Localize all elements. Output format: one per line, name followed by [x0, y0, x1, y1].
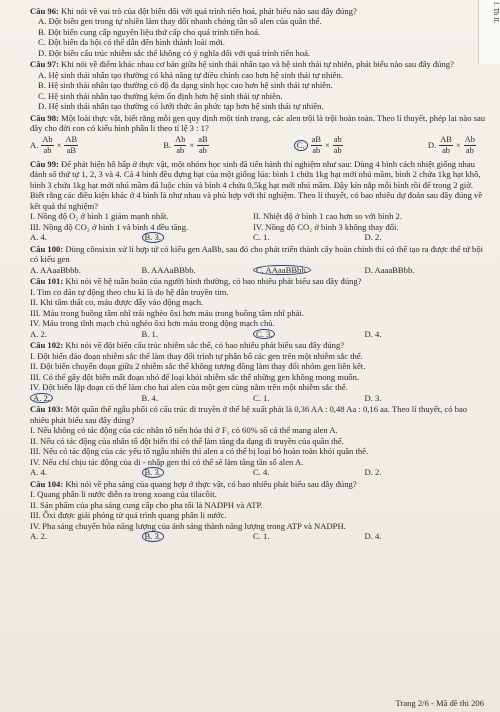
- genotype-fraction: $\frac{Ab}{ab}$: [464, 134, 475, 156]
- statement: II. Sản phẩm của pha sáng cung cấp cho pha tối là NADPH và ATP.: [30, 499, 263, 510]
- question-number: Câu 99:: [30, 158, 59, 169]
- question-99: [30, 159, 486, 243]
- statement: I. Quang phân li nước diễn ra trong xoang của tilacôit.: [30, 489, 217, 500]
- option-a: A. Đột biến gen trong tự nhiên làm thay đổi nhanh chóng tần số alen của quần thể.: [38, 16, 322, 27]
- statement: III. Máu trong buồng tâm nhĩ trái nghèo ôxi hơn máu trong buồng tâm nhĩ phải.: [30, 307, 305, 318]
- answer-circle-mark: B. 3.: [142, 531, 164, 542]
- statement: III. Có thể gây đột biến mất đoạn nhỏ để loại khỏi nhiễm sắc thể những gen không mong muốn.: [30, 371, 360, 382]
- answer-b: B. 4.: [141, 392, 158, 403]
- option-d: D. Hệ sinh thái nhân tạo thường có lưới thức ăn phức tạp hơn hệ sinh thái tự nhiên.: [38, 101, 324, 112]
- question-102: [30, 340, 486, 403]
- answer-b: B. AAAaBBbb.: [141, 264, 196, 275]
- option-c: C. Đột biến đa bội có thể dẫn đến hình thành loài mới.: [38, 37, 225, 48]
- option-b: B. Hệ sinh thái nhân tạo thường có độ đa dạng sinh học cao hơn hệ sinh thái tự nhiên.: [38, 80, 333, 91]
- answer-d: D. 3.: [364, 392, 382, 403]
- statement: I. Đột biến đảo đoạn nhiễm sắc thể làm thay đổi trình tự phân bố các gen trên một nhiễm sắc thể.: [30, 350, 363, 361]
- answer-a: A. AAaaBbbb.: [30, 264, 81, 275]
- question-103: [30, 404, 486, 478]
- page-corner-label: I. Th II.: [478, 0, 500, 64]
- answer-circle-mark: C.: [294, 140, 308, 151]
- answer-circle-mark: B. 3.: [142, 232, 164, 243]
- option-d: D. Đột biến cấu trúc nhiễm sắc thể không có ý nghĩa đối với quá trình tiến hoá.: [38, 47, 311, 58]
- statement: II. Đột biến chuyển đoạn giữa 2 nhiễm sắc thể không tương đồng làm thay đổi nhóm gen liên kết.: [30, 361, 366, 372]
- genotype-fraction: $\frac{aB}{ab}$: [198, 134, 208, 156]
- answer-a: A. 4.: [30, 232, 47, 243]
- answer-d: D. 2.: [364, 232, 382, 243]
- question-number: Câu 97:: [30, 59, 59, 70]
- answer-circle-mark: B. 3.: [142, 467, 164, 478]
- answer-row: [30, 531, 486, 542]
- statement: III. Ôxi được giải phóng từ quá trình quang phân li nước.: [30, 510, 227, 521]
- question-stem: Khi nói về đột biến cấu trúc nhiễm sắc thể, có bao nhiêu phát biểu sau đây đúng?: [65, 340, 345, 351]
- cross-option-c: C. $\frac{aB}{ab}$ × $\frac{ab}{ab}$: [294, 136, 343, 156]
- answer-circle-mark: C. AAaaBBbb.: [253, 265, 311, 276]
- answer-d: D. 2.: [364, 467, 382, 478]
- genotype-fraction: $\frac{AB}{ab}$: [440, 134, 452, 156]
- question-stem: Khi nói về điểm khác nhau cơ bản giữa hệ sinh thái nhân tạo và hệ sinh thái tự nhiên, phát biểu nào sau đây đúng?: [61, 59, 454, 70]
- question-number: Câu 100:: [30, 243, 64, 254]
- answer-row: [30, 265, 486, 276]
- statement: IV. Máu trong tĩnh mạch chủ nghèo ôxi hơn máu trong động mạch chủ.: [30, 318, 275, 329]
- question-97: [30, 59, 486, 111]
- question-96: [30, 6, 486, 58]
- statement: IV. Nếu chỉ chịu tác động của di - nhập gen thì có thể sẽ làm tăng tần số alen A.: [30, 456, 304, 467]
- cross-option-b: B. $\frac{Ab}{ab}$ × $\frac{aB}{ab}$: [163, 134, 208, 156]
- answer-c: [253, 265, 365, 276]
- question-number: Câu 103:: [30, 404, 64, 415]
- answer-circle-mark: A. 2.: [30, 393, 53, 404]
- question-101: [30, 276, 486, 339]
- question-number: Câu 102:: [30, 340, 64, 351]
- answer-c: [253, 329, 365, 340]
- question-stem: Một quần thể ngẫu phối có cấu trúc di truyền ở thế hệ xuất phát là 0,36 AA : 0,48 Aa : 0,16 aa. Theo lí thuyết, có bao nhiêu phát biểu sau đây đúng?: [30, 404, 468, 425]
- statement-row: [30, 211, 486, 221]
- option-b: B. Đột biến cung cấp nguyên liệu thứ cấp cho quá trình tiến hoá.: [38, 26, 261, 37]
- genotype-fraction: $\frac{Ab}{ab}$: [42, 134, 53, 156]
- question-stem: Một loài thực vật, biết rằng mỗi gen quy định một tính trạng, các alen trội là trội hoàn toàn. Theo lí thuyết, phép lai nào sau đây cho đời con có kiểu hình phân li theo tỉ lệ 3 : 1?: [30, 112, 486, 134]
- question-stem: Dùng cônsixin xử lí hợp tử có kiểu gen AaBb, sau đó cho phát triển thành cây hoàn chỉnh thì có thể tạo ra được thể tứ bội có kiểu gen: [30, 243, 484, 265]
- cross-options: [30, 134, 486, 158]
- statement-row: [30, 222, 486, 232]
- statement: I. Tim co dãn tự động theo chu kì là do hệ dẫn truyền tim.: [30, 286, 229, 297]
- answer-c: C. 1.: [253, 392, 270, 403]
- statement: IV. Nồng độ CO₂ ở bình 3 không thay đổi.: [253, 221, 399, 232]
- answer-b: B. 1.: [141, 328, 158, 339]
- statement: II. Nếu có tác động của nhân tố đột biến thì có thể làm tăng đa dạng di truyền của quần thể.: [30, 435, 344, 446]
- answer-d: D. 4.: [364, 328, 382, 339]
- question-number: Câu 101:: [30, 276, 64, 287]
- question-100: [30, 244, 486, 276]
- answer-row: [30, 393, 486, 404]
- statement: I. Nếu không có tác động của các nhân tố tiến hóa thì ở F₁ có 60% số cá thể mang alen A.: [30, 425, 338, 436]
- statement: I. Nồng độ O₂ ở bình 1 giảm mạnh nhất.: [30, 211, 169, 222]
- cross-option-a: A. $\frac{Ab}{ab}$ × $\frac{AB}{aB}$: [30, 134, 78, 156]
- option-a: A. Hệ sinh thái nhân tạo thường có khả năng tự điều chỉnh cao hơn hệ sinh thái tự nhiên.: [38, 69, 343, 80]
- statement: III. Nếu có tác động của các yếu tố ngẫu nhiên thì alen a có thể bị loại bỏ hoàn toàn khỏi quần thể.: [30, 446, 369, 457]
- question-stem: Để phát hiện hô hấp ở thực vật, một nhóm học sinh đã tiến hành thí nghiệm như sau: Dùng 4 bình cách nhiệt giống nhau đánh số thứ tự 1, 2, 3 và 4. Cả 4 bình đều đựng hạt của một giống lúa: bình 1 chứa 1kg hạt mới nhú mầm, bình 2 chứa 1kg hạt khô, bình 3 chứa 1kg hạt mới nhú mầm đã luộc chín và bình 4 chứa 0,5kg hạt mới nhú mầm. Đậy kín nắp mỗi bình rồi để trong 2 giờ. Biết rằng các điều kiện khác ở 4 bình là như nhau và phù hợp với thí nghiệm. Theo lí thuyết, có bao nhiêu dự đoán sau đây đúng về kết quả thí nghiệm?: [30, 158, 483, 211]
- statement: II. Nhiệt độ ở bình 1 cao hơn so với bình 2.: [253, 211, 402, 222]
- answer-circle-mark: C. 3.: [253, 329, 275, 340]
- question-stem: Khi nói về vai trò của đột biến đối với quá trình tiến hoá, phát biểu nào sau đây đúng?: [61, 6, 357, 16]
- answer-d: D. 4.: [364, 531, 382, 542]
- question-number: Câu 104:: [30, 478, 64, 489]
- answer-b: [142, 467, 254, 478]
- question-104: [30, 479, 486, 542]
- genotype-fraction: $\frac{Ab}{ab}$: [175, 134, 186, 156]
- question-stem: Khi nói về hệ tuần hoàn của người bình thường, có bao nhiêu phát biểu sau đây đúng?: [65, 276, 362, 287]
- genotype-fraction: $\frac{AB}{aB}$: [65, 134, 78, 156]
- answer-c: C. 1.: [253, 531, 270, 542]
- answer-row: [30, 467, 486, 478]
- question-98: [30, 113, 486, 158]
- statement: II. Khi tâm thất co, máu được đẩy vào động mạch.: [30, 297, 204, 308]
- genotype-fraction: $\frac{aB}{ab}$: [311, 134, 321, 156]
- question-number: Câu 96:: [30, 6, 59, 16]
- statement: III. Nồng độ CO₂ ở bình 1 và bình 4 đều tăng.: [30, 221, 189, 232]
- answer-d: D. AaaaBBbb.: [364, 264, 415, 275]
- genotype-fraction: $\frac{ab}{ab}$: [333, 134, 342, 156]
- page-footer: Trang 2/6 - Mã đề thi 206: [395, 697, 484, 708]
- statement: IV. Pha sáng chuyển hóa năng lượng của ánh sáng thành năng lượng trong ATP và NADPH.: [30, 520, 346, 531]
- question-number: Câu 98:: [30, 112, 59, 123]
- option-c: C. Hệ sinh thái nhân tạo thường kém ổn định hơn hệ sinh thái tự nhiên.: [38, 90, 283, 101]
- answer-row: [30, 329, 486, 340]
- answer-c: C. 1.: [253, 232, 270, 243]
- answer-a: A. 2.: [30, 328, 47, 339]
- cross-option-d: D. $\frac{AB}{ab}$ × $\frac{Ab}{ab}$: [427, 134, 475, 156]
- answer-a: A. 2.: [30, 531, 47, 542]
- answer-c: C. 4.: [253, 467, 270, 478]
- statement: IV. Đột biến lặp đoạn có thể làm cho hai alen của một gen cùng nằm trên một nhiễm sắc thể.: [30, 382, 348, 393]
- question-stem: Khi nói về pha sáng của quang hợp ở thực vật, có bao nhiêu phát biểu sau đây đúng?: [65, 478, 357, 489]
- answer-a: [30, 393, 142, 404]
- answer-row: [30, 232, 486, 243]
- answer-b: [142, 232, 254, 243]
- answer-b: [142, 531, 254, 542]
- answer-a: A. 4.: [30, 467, 47, 478]
